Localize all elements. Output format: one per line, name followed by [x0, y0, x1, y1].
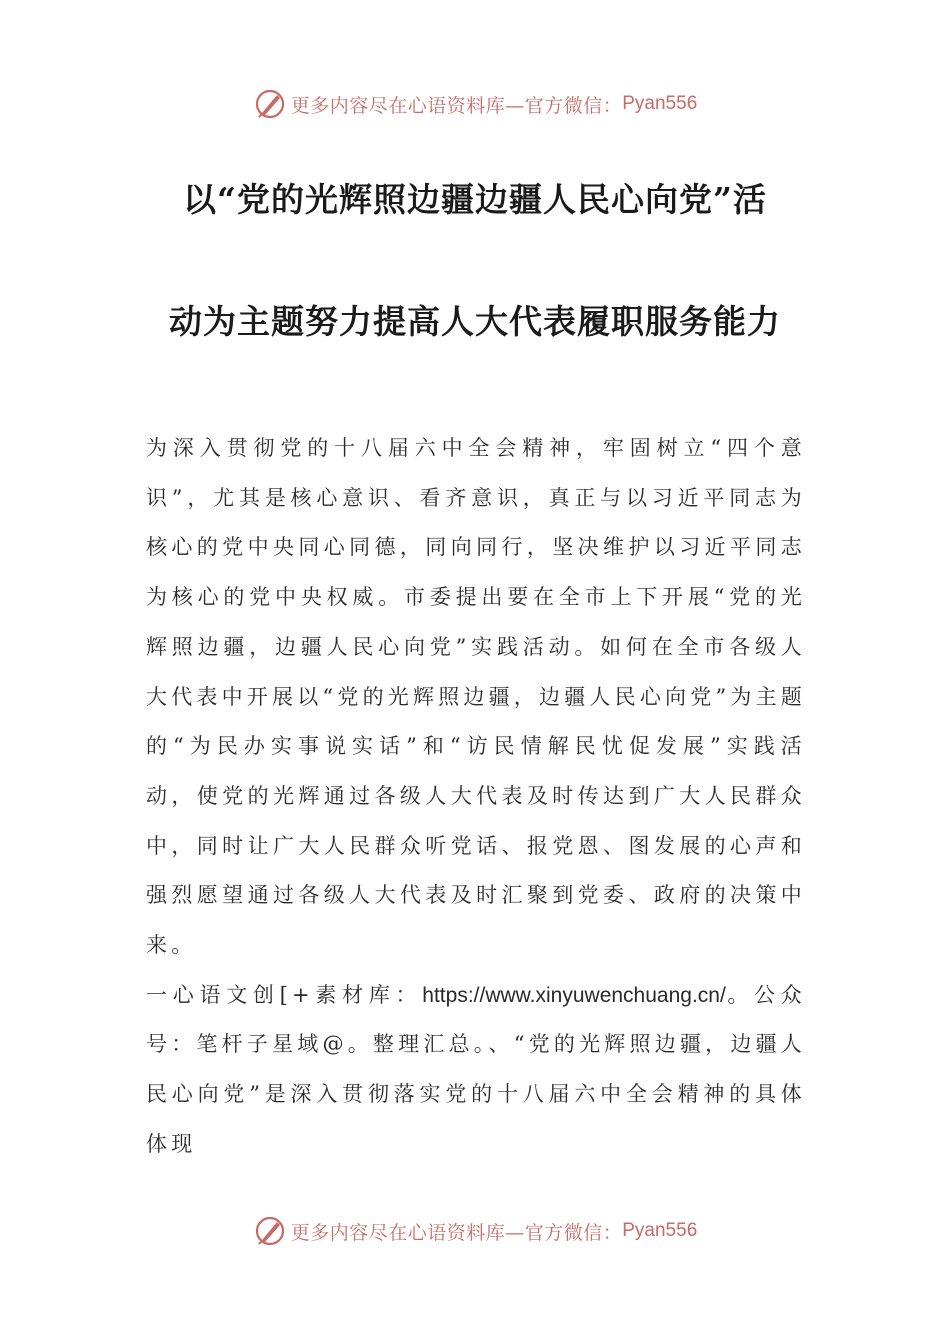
title-line-1: 以“党的光辉照边疆边疆人民心向党”活: [183, 180, 767, 219]
body-text: [146, 424, 806, 1170]
pen-logo-icon: [253, 1214, 287, 1248]
paragraph-2-suffix: 。公众号：笔杆子星域@。整理汇总。、“党的光辉照边疆，边疆人民心向党”是深入贯彻落实党的十八届六中全会精神的具体体现: [146, 982, 806, 1156]
paragraph-2: [146, 971, 806, 1170]
header-watermark-banner: [0, 84, 950, 124]
header-banner-text: 更多内容尽在心语资料库—官方微信：: [290, 94, 623, 117]
source-url-link[interactable]: https://www.xinyuwenchuang.cn/: [422, 983, 726, 1007]
header-banner-id: Pyan556: [622, 93, 698, 114]
footer-watermark-banner: [0, 1211, 950, 1251]
title-line-2: 动为主题努力提高人大代表履职服务能力: [169, 302, 781, 341]
pen-logo-icon: [253, 87, 287, 121]
paragraph-2-prefix: 一心语文创[+素材库：: [146, 982, 423, 1007]
paragraph-1: 为深入贯彻党的十八届六中全会精神，牢固树立“四个意识”，尤其是核心意识、看齐意识，真正与以习近平同志为核心的党中央同心同德，同向同行，坚决维护以习近平同志为核心的党中央权威。市委提出要在全市上下开展“党的光辉照边疆，边疆人民心向党”实践活动。如何在全市各级人大代表中开展以“党的光辉照边疆，边疆人民心向党”为主题的“为民办实事说实话”和“访民情解民忧促发展”实践活动，使党的光辉通过各级人大代表及时传达到广大人民群众中，同时让广大人民群众听党话、报党恩、图发展的心声和强烈愿望通过各级人大代表及时汇聚到党委、政府的决策中来。: [146, 436, 806, 958]
footer-banner-id: Pyan556: [622, 1220, 698, 1241]
footer-banner-text: 更多内容尽在心语资料库—官方微信：: [290, 1221, 623, 1244]
